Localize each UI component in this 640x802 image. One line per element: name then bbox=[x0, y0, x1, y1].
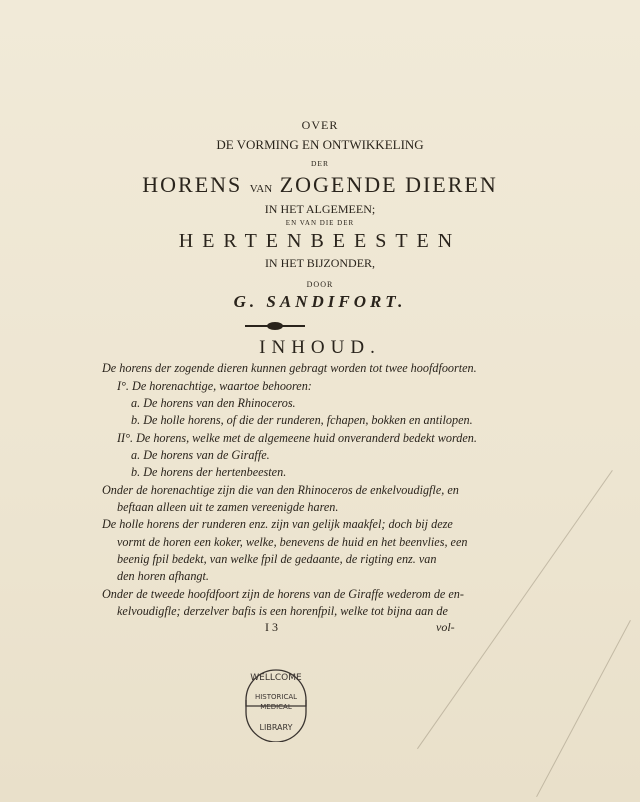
contents-line: b. De horens der hertenbeesten. bbox=[131, 465, 287, 479]
catchword: vol- bbox=[436, 620, 455, 634]
title-horens-part2: ZOGENDE DIEREN bbox=[272, 172, 498, 197]
title-over: OVER bbox=[301, 118, 339, 132]
title-in-het-bijzonder: IN HET BIJZONDER, bbox=[264, 256, 376, 270]
title-hertenbeesten: HERTENBEESTEN bbox=[178, 230, 462, 252]
stamp-bottom-text: LIBRARY bbox=[259, 723, 293, 732]
title-horens-part1: HORENS bbox=[142, 172, 250, 197]
stamp-top-text: WELLCOME bbox=[250, 673, 302, 683]
contents-line: kelvoudigfle; derzelver bafis is een horenfpil, welke tot bijna aan de bbox=[117, 604, 448, 618]
title-door: DOOR bbox=[306, 280, 334, 289]
contents-line: a. De horens van de Giraffe. bbox=[131, 448, 270, 462]
ornamental-rule bbox=[245, 325, 305, 327]
contents-heading: INHOUD. bbox=[259, 337, 381, 358]
contents-line: I°. De horenachtige, waartoe behooren: bbox=[117, 379, 312, 393]
library-stamp-logo bbox=[238, 666, 314, 742]
contents-line: De horens der zogende dieren kunnen gebragt worden tot twee hoofdfoorten. bbox=[102, 361, 477, 375]
contents-line: beenig fpil bedekt, van welke fpil de gedaante, de rigting enz. van bbox=[117, 552, 437, 566]
title-en-van-die-der: EN VAN DIE DER bbox=[285, 219, 355, 227]
contents-line: b. De holle horens, of die der runderen, fchapen, bokken en antilopen. bbox=[131, 413, 473, 427]
signature-mark: I 3 bbox=[265, 620, 278, 634]
title-der: DER bbox=[311, 159, 329, 168]
title-in-het-algemeen: IN HET ALGEMEEN; bbox=[264, 202, 376, 216]
contents-line: a. De horens van den Rhinoceros. bbox=[131, 396, 296, 410]
stamp-mid-text-2: MEDICAL bbox=[260, 703, 292, 711]
title-line-vorming: DE VORMING EN ONTWIKKELING bbox=[216, 137, 424, 152]
contents-line: den horen afhangt. bbox=[117, 569, 209, 583]
contents-line: Onder de horenachtige zijn die van den Rhinoceros de enkelvoudigfle, en bbox=[102, 483, 459, 497]
stamp-mid-text-1: HISTORICAL bbox=[254, 693, 298, 701]
contents-line: vormt de horen een koker, welke, benevens de huid en het beenvlies, een bbox=[117, 535, 468, 549]
contents-line: beftaan alleen uit te zamen vereenigde haren. bbox=[117, 500, 339, 514]
author-name: G. SANDIFORT. bbox=[233, 292, 407, 311]
contents-line: De holle horens der runderen enz. zijn van gelijk maakfel; doch bij deze bbox=[102, 517, 453, 531]
contents-line: Onder de tweede hoofdfoort zijn de horens van de Giraffe wederom de en- bbox=[102, 587, 464, 601]
title-horens bbox=[0, 172, 640, 198]
ornamental-rule-dot bbox=[267, 322, 283, 330]
title-van: VAN bbox=[249, 183, 273, 195]
contents-line: II°. De horens, welke met de algemeene huid onveranderd bedekt worden. bbox=[117, 431, 477, 445]
